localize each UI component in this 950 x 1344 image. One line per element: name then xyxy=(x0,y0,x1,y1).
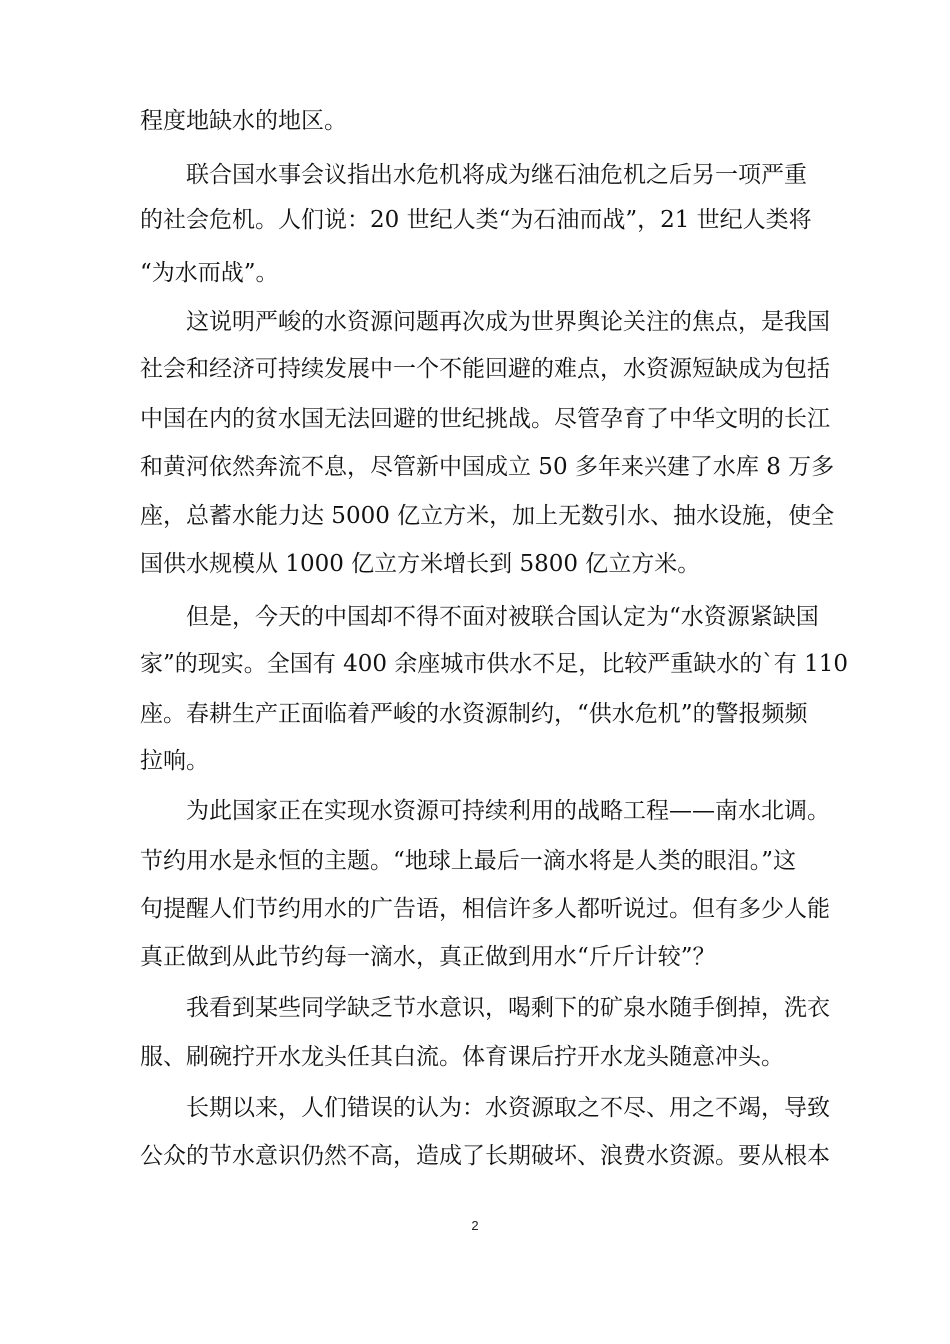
text-line: 我看到某些同学缺乏节水意识，喝剩下的矿泉水随手倒掉，洗衣 xyxy=(140,995,830,1021)
text-line: 国供水规模从 1000 亿立方米增长到 5800 亿立方米。 xyxy=(140,551,701,577)
text-line: “为水而战”。 xyxy=(140,260,279,286)
text-line: 座，总蓄水能力达 5000 亿立方米，加上无数引水、抽水设施，使全 xyxy=(140,503,835,529)
text-line: 中国在内的贫水国无法回避的世纪挑战。尽管孕育了中华文明的长江 xyxy=(140,406,830,432)
text-line: 拉响。 xyxy=(140,748,209,774)
text-line: 联合国水事会议指出水危机将成为继石油危机之后另一项严重 xyxy=(140,162,807,188)
text-line: 社会和经济可持续发展中一个不能回避的难点，水资源短缺成为包括 xyxy=(140,356,830,382)
text-line: 的社会危机。人们说：20 世纪人类“为石油而战”，21 世纪人类将 xyxy=(140,207,812,233)
text-line: 长期以来，人们错误的认为：水资源取之不尽、用之不竭，导致 xyxy=(140,1095,830,1121)
text-line: 座。春耕生产正面临着严峻的水资源制约，“供水危机”的警报频频 xyxy=(140,701,808,727)
text-line: 句提醒人们节约用水的广告语，相信许多人都听说过。但有多少人能 xyxy=(140,896,830,922)
text-line: 服、刷碗拧开水龙头任其白流。体育课后拧开水龙头随意冲头。 xyxy=(140,1044,784,1070)
text-line: 为此国家正在实现水资源可持续利用的战略工程——南水北调。 xyxy=(140,798,830,824)
text-line: 但是，今天的中国却不得不面对被联合国认定为“水资源紧缺国 xyxy=(140,604,819,630)
text-line: 这说明严峻的水资源问题再次成为世界舆论关注的焦点，是我国 xyxy=(140,309,830,335)
text-line: 节约用水是永恒的主题。“地球上最后一滴水将是人类的眼泪。”这 xyxy=(140,848,797,874)
text-line: 和黄河依然奔流不息，尽管新中国成立 50 多年来兴建了水库 8 万多 xyxy=(140,454,835,480)
text-line: 程度地缺水的地区。 xyxy=(140,108,347,134)
text-line: 公众的节水意识仍然不高，造成了长期破坏、浪费水资源。要从根本 xyxy=(140,1143,830,1169)
page-number: 2 xyxy=(471,1218,479,1233)
text-line: 真正做到从此节约每一滴水，真正做到用水“斤斤计较”？ xyxy=(140,944,716,970)
text-line: 家”的现实。全国有 400 余座城市供水不足，比较严重缺水的`有 110 xyxy=(140,651,848,677)
